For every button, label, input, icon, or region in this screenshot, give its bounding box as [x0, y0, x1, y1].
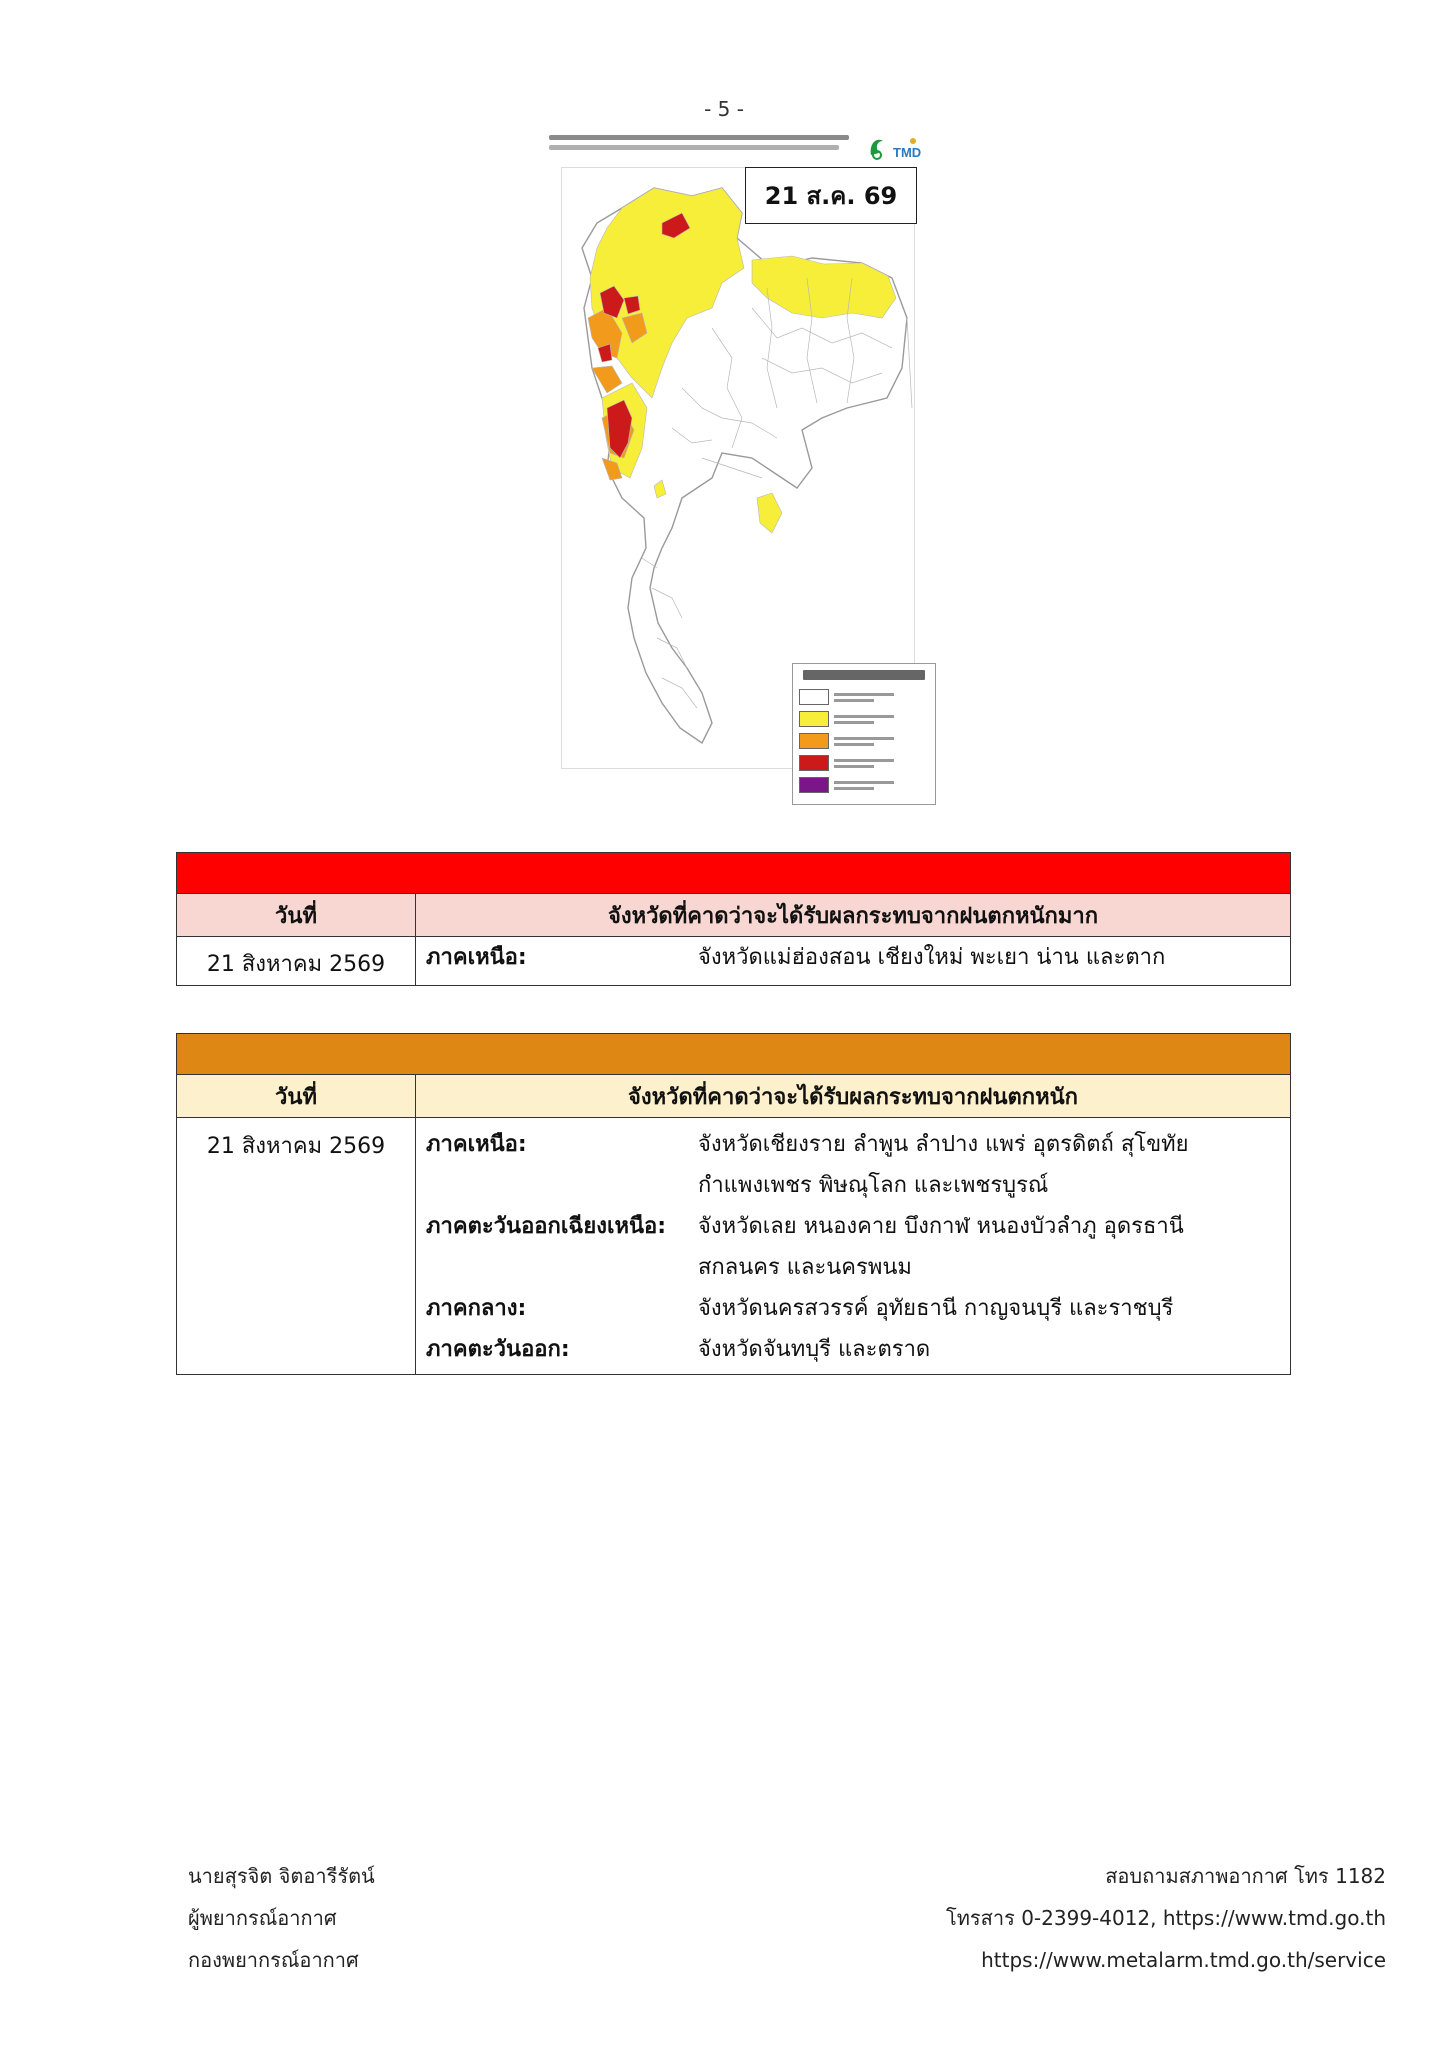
region-line: [426, 1329, 1280, 1370]
legend-item-orange: [793, 730, 935, 752]
row-regions: [416, 937, 1291, 986]
contact-service-url: https://www.metalarm.tmd.go.th/service: [981, 1948, 1386, 1972]
header-date: วันที่: [177, 894, 416, 937]
heavy-rain-table: [176, 1033, 1291, 1375]
contact-phone: สอบถามสภาพอากาศ โทร 1182: [1105, 1864, 1386, 1888]
region-provinces: จังหวัดเชียงราย ลำพูน ลำปาง แพร่ อุตรดิตถ์ สุโขทัย: [698, 1132, 1189, 1157]
row-regions: [416, 1118, 1291, 1375]
legend-swatch-white: [799, 689, 829, 705]
contact-fax-website: โทรสาร 0-2399-4012, https://www.tmd.go.th: [946, 1906, 1386, 1930]
contact-info: [946, 1855, 1386, 1981]
table-row: [177, 937, 1291, 986]
header-provinces: จังหวัดที่คาดว่าจะได้รับผลกระทบจากฝนตกหนัก: [416, 1075, 1291, 1118]
map-caption-line: [549, 145, 839, 150]
region-line: [426, 1247, 1280, 1288]
table-header-row: [177, 894, 1291, 937]
svg-text:TMD: TMD: [893, 145, 922, 160]
orange-warning-bar: [177, 1034, 1291, 1075]
map-legend: [792, 663, 936, 805]
tmd-logo-icon: [863, 133, 927, 163]
region-provinces: จังหวัดจันทบุรี และตราด: [698, 1337, 931, 1362]
table-color-bar: [177, 1034, 1291, 1075]
row-date: 21 สิงหาคม 2569: [177, 937, 416, 986]
region-name: ภาคตะวันออก:: [426, 1337, 570, 1362]
legend-item-red: [793, 752, 935, 774]
region-line: [426, 1288, 1280, 1329]
map-panel: [561, 167, 915, 769]
map-caption-line: [549, 135, 849, 140]
header-provinces: จังหวัดที่คาดว่าจะได้รับผลกระทบจากฝนตกหนักมาก: [416, 894, 1291, 937]
region-provinces: จังหวัดนครสวรรค์ อุทัยธานี กาญจนบุรี และราชบุรี: [698, 1296, 1174, 1321]
table-header-row: [177, 1075, 1291, 1118]
region-line: [426, 1165, 1280, 1206]
legend-swatch-red: [799, 755, 829, 771]
forecaster-title: ผู้พยากรณ์อากาศ: [188, 1906, 337, 1930]
table-row: [177, 1118, 1291, 1375]
forecaster-division: กองพยากรณ์อากาศ: [188, 1948, 359, 1972]
region-provinces: กำแพงเพชร พิษณุโลก และเพชรบูรณ์: [698, 1173, 1049, 1198]
very-heavy-rain-table: [176, 852, 1291, 986]
header-date: วันที่: [177, 1075, 416, 1118]
region-provinces: สกลนคร และนครพนม: [698, 1255, 912, 1280]
legend-swatch-yellow: [799, 711, 829, 727]
region-name: ภาคตะวันออกเฉียงเหนือ:: [426, 1214, 667, 1239]
region-name: ภาคเหนือ:: [426, 945, 527, 970]
row-date: 21 สิงหาคม 2569: [177, 1118, 416, 1375]
table-color-bar: [177, 853, 1291, 894]
legend-swatch-orange: [799, 733, 829, 749]
page-number: - 5 -: [704, 97, 744, 121]
rainfall-map-figure: [543, 127, 927, 777]
forecaster-name: นายสุรจิต จิตอารีรัตน์: [188, 1864, 375, 1888]
forecaster-signature: [188, 1855, 375, 1981]
region-name-blank: [426, 1165, 698, 1206]
red-warning-bar: [177, 853, 1291, 894]
region-name: ภาคกลาง:: [426, 1296, 527, 1321]
legend-swatch-purple: [799, 777, 829, 793]
legend-item-yellow: [793, 708, 935, 730]
legend-title: [803, 670, 925, 680]
region-provinces: จังหวัดแม่ฮ่องสอน เชียงใหม่ พะเยา น่าน และตาก: [698, 945, 1166, 970]
map-date-label: 21 ส.ค. 69: [745, 167, 917, 224]
region-line: [426, 937, 1280, 978]
region-provinces: จังหวัดเลย หนองคาย บึงกาฬ หนองบัวลำภู อุดรธานี: [698, 1214, 1184, 1239]
map-caption: [549, 135, 849, 155]
region-name-blank: [426, 1247, 698, 1288]
legend-item-purple: [793, 774, 935, 796]
region-name: ภาคเหนือ:: [426, 1132, 527, 1157]
region-line: [426, 1124, 1280, 1165]
legend-item-none: [793, 686, 935, 708]
region-line: [426, 1206, 1280, 1247]
